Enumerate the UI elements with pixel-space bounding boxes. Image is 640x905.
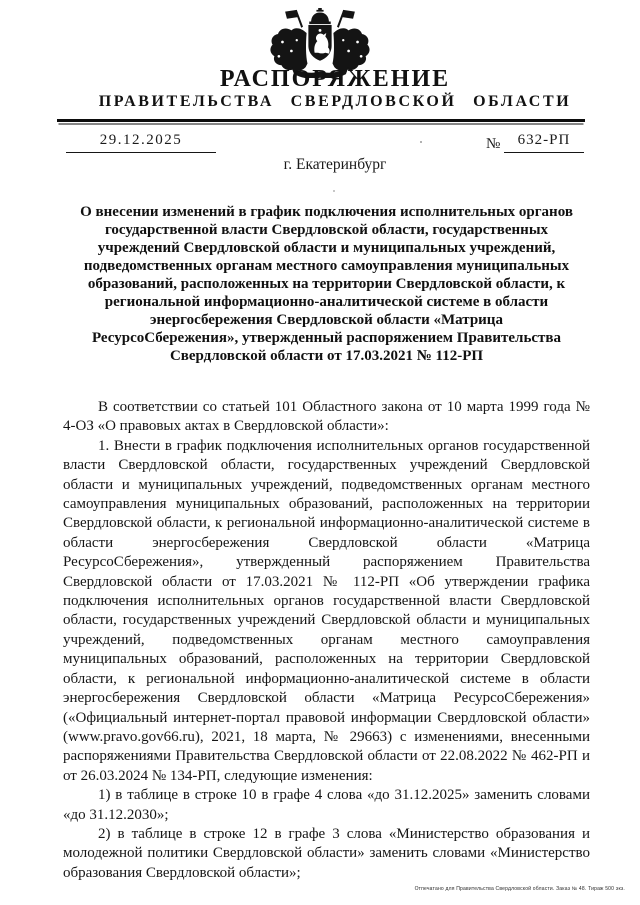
city-line: г. Екатеринбург	[283, 156, 387, 173]
paragraph-item-1: 1. Внести в график подключения исполнительных органов государственной власти Свердловской области, государственных учреждений Свердловской области и муниципальных учреждений, подведомственных органам местного самоуправления муниципальных образований, расположенных на территории Свердловской области, к региональной информационно-аналитической системе в области энергосбережения Свердловской области «Матрица РесурсоСбережения», утвержденный распоряжением Правительства Свердловской области от 17.03.2021 № 112-РП «Об утверждении графика подключения исполнительных органов государственной власти Свердловской области, государственных учреждений Свердловской области и муниципальных учреждений, подведомственных органам местного самоуправления муниципальных образований, расположенных на территории Свердловской области, к региональной информационно-аналитической системе в области энергосбережения Свердловской области «Матрица РесурсоСбережения» («Официальный интернет-портал правовой информации Свердловской области» (www.pravo.gov66.ru), 2021, 18 марта, № 29663) с изменениями, внесенными распоряжениями Правительства Свердловской области от 22.08.2022 № 462-РП и от 26.03.2024 № 134-РП, следующие изменения:	[63, 437, 590, 784]
issuer-line: ПРАВИТЕЛЬСТВА СВЕРДЛОВСКОЙ ОБЛАСТИ	[98, 93, 572, 110]
doc-type-title: РАСПОРЯЖЕНИЕ	[219, 66, 451, 92]
scan-speck	[333, 190, 335, 192]
document-content	[63, 203, 590, 883]
scan-speck	[420, 141, 422, 143]
paragraph-subitem-1: 1) в таблице в строке 10 в графе 4 слова «до 31.12.2025» заменить словами «до 31.12.2030»;	[63, 787, 590, 823]
header-separator-rule	[57, 119, 585, 123]
subject-title: О внесении изменений в график подключения исполнительных органов государственной власти Свердловской области, государственных учреждений Свердловской области и муниципальных учреждений, подведомственных органам местного самоуправления муниципальных образований, расположенных на территории Свердловской области, к региональной информационно-аналитической системе в области энергосбережения Свердловской области «Матрица РесурсоСбережения», утвержденный распоряжением Правительства Свердловской области от 17.03.2021 № 112-РП	[80, 204, 573, 364]
paragraph-subitem-2: 2) в таблице в строке 12 в графе 3 слова «Министерство образования и молодежной политики Свердловской области» заменить словами «Министерство образования Свердловской области»;	[63, 825, 590, 881]
paragraph-preamble: В соответствии со статьей 101 Областного закона от 10 марта 1999 года № 4-ОЗ «О правовых актах в Свердловской области»:	[63, 399, 590, 435]
body-text	[63, 398, 590, 883]
number-field: 632-РП	[504, 132, 584, 153]
number-sign-label: №	[486, 136, 501, 152]
date-field: 29.12.2025	[66, 132, 216, 153]
print-note: Отпечатано для Правительства Свердловской области. Заказ № 48. Тираж 500 экз.	[414, 886, 625, 892]
